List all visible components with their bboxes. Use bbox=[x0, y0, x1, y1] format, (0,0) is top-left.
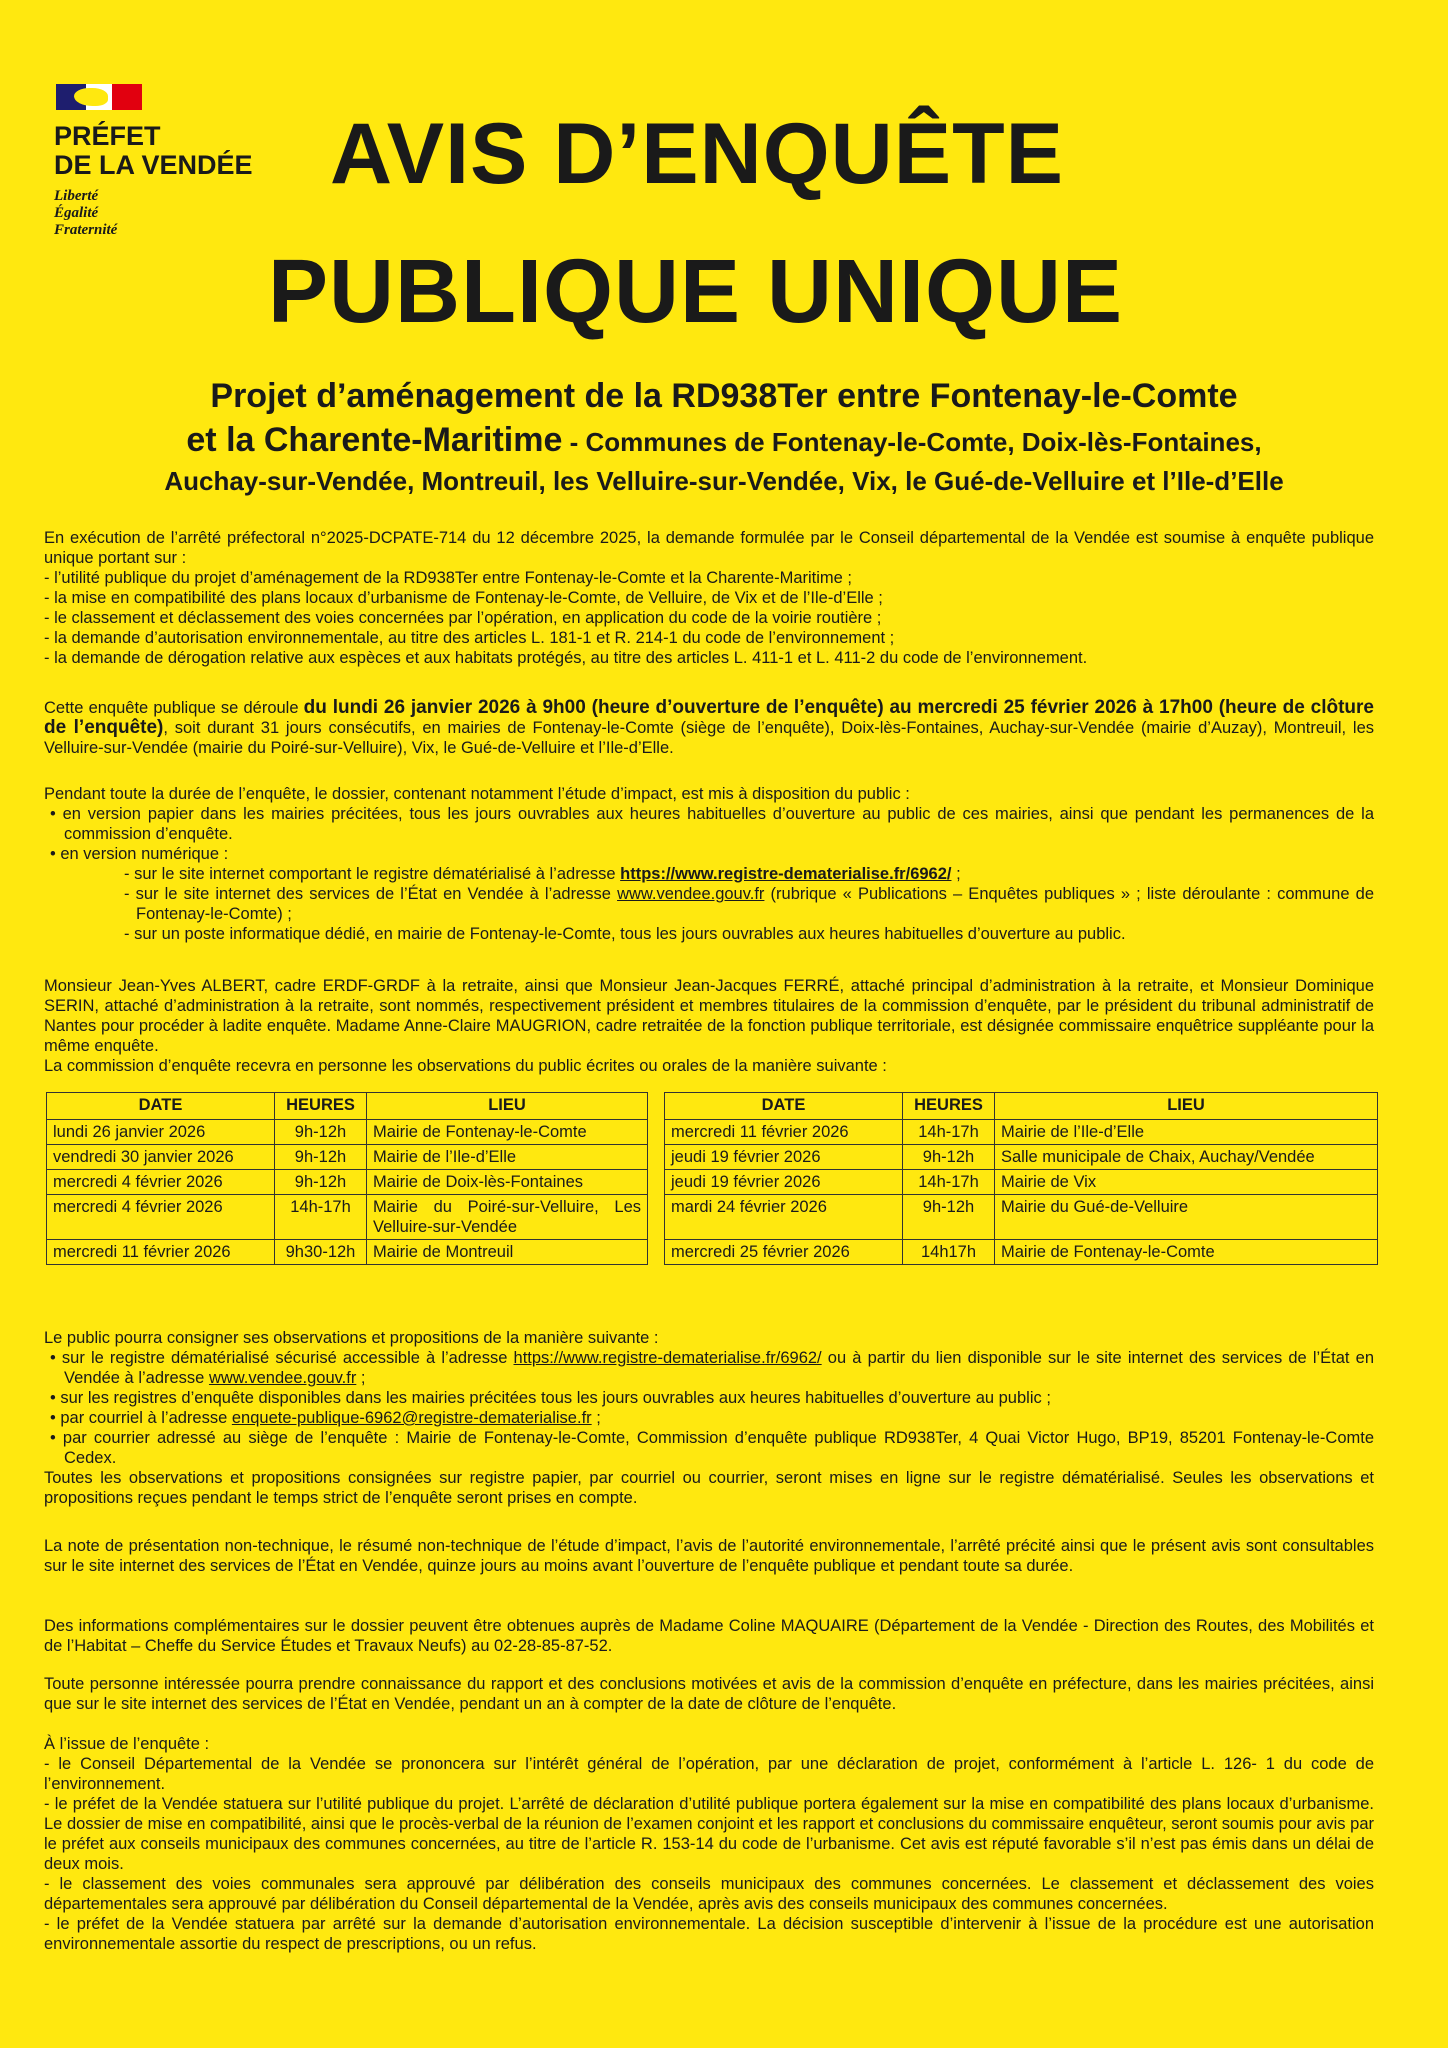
list-item: - le préfet de la Vendée statuera sur l’utilité publique du projet. L’arrêté de déclaration d’utilité publique portera également sur la mise en compatibilité des plans locaux d’urbanisme. Le dossier de mise en compatibilité, ainsi que le procès-verbal de la réunion de l’examen conjoint et les rapport et conclusions du commissaire enquêteur, seront soumis pour avis par le préfet aux conseils municipaux des communes concernées, au titre de l’article R. 153-14 du code de l’urbanisme. Cet avis est réputé favorable s’il n’est pas émis dans un délai de deux mois. bbox=[44, 1795, 1374, 1873]
table-row bbox=[47, 1170, 648, 1195]
hours-cell: 14h-17h bbox=[903, 1170, 995, 1195]
list-item: • par courrier adressé au siège de l’enquête : Mairie de Fontenay-le-Comte, Commission d’enquête publique RD938Ter, 4 Quai Victor Hugo, BP19, 85201 Fontenay-le-Comte Cedex. bbox=[50, 1429, 1374, 1467]
notice-title-line1: AVIS D’ENQUÊTE bbox=[330, 106, 1064, 202]
date-cell: vendredi 30 janvier 2026 bbox=[47, 1145, 275, 1170]
list-item: • en version numérique : bbox=[50, 845, 229, 863]
project-subtitle: Projet d’aménagement de la RD938Ter entre Fontenay-le-Comte et la Charente-Maritime - Communes de Fontenay-le-Comte, Doix-lès-Fontaines, Auchay-sur-Vendée, Montreuil, les Velluire-sur-Vendée, Vix, le Gué-de-Velluire et l’Ile-d’Elle bbox=[164, 377, 1284, 496]
place-cell: Mairie de l’Ile-d’Elle bbox=[367, 1145, 648, 1170]
intro-paragraph: En exécution de l’arrêté préfectoral n°2025-DCPATE-714 du 12 décembre 2025, la demande formulée par le Conseil départemental de la Vendée est soumise à enquête publique unique portant sur : - l’utilité publique du projet d’aménagement de la RD938Ter entre Fontenay-le-Comte et la Charente-Maritime ; - la mise en compatibilité des plans locaux d’urbanisme de Fontenay-le-Comte, de Velluire, de Vix et de l’Ile-d’Elle ; - le classement et déclassement des voies concernées par l’opération, en application du code de la voirie routière ; - la demande d’autorisation environnementale, au titre des articles L. 181-1 et R. 214-1 du code de l’environnement ; - la demande de dérogation relative aux espèces et aux habitats protégés, au titre des articles L. 411-1 et L. 411-2 du code de l’environnement. bbox=[44, 529, 1374, 667]
list-item: - la mise en compatibilité des plans locaux d’urbanisme de Fontenay-le-Comte, de Velluire, de Vix et de l’Ile-d’Elle ; bbox=[44, 589, 883, 607]
registre-link[interactable]: https://www.registre-dematerialise.fr/6962/ bbox=[620, 865, 952, 883]
list-item: • par courriel à l’adresse enquete-publique-6962@registre-dematerialise.fr ; bbox=[50, 1409, 601, 1427]
table-row bbox=[665, 1120, 1378, 1145]
observations-paragraph: Le public pourra consigner ses observations et propositions de la manière suivante : • sur le registre dématérialisé sécurisé accessible à l’adresse https://www.registre-dematerialise.fr/6962/ ou à partir du lien disponible sur le site internet des services de l’État en Vendée à l’adresse www.vendee.gouv.fr ; • sur les registres d’enquête disponibles dans les mairies précitées tous les jours ouvrables aux heures habituelles d’ouverture au public ; • par courriel à l’adresse enquete-publique-6962@registre-dematerialise.fr ; • par courrier adressé au siège de l’enquête : Mairie de Fontenay-le-Comte, Commission d’enquête publique RD938Ter, 4 Quai Victor Hugo, BP19, 85201 Fontenay-le-Comte Cedex. Toutes les observations et propositions consignées sur registre papier, par courriel ou courrier, seront mises en ligne sur le registre dématérialisé. Seules les observations et propositions reçues pendant le temps strict de l’enquête seront prises en compte. bbox=[44, 1329, 1374, 1507]
date-cell: mercredi 11 février 2026 bbox=[665, 1120, 903, 1145]
report-paragraph: Toute personne intéressée pourra prendre connaissance du rapport et des conclusions motivées et avis de la commission d’enquête en préfecture, dans les mairies précitées, ainsi que sur le site internet des services de l’État en Vendée, pendant un an à compter de la date de clôture de l’enquête. bbox=[44, 1675, 1374, 1713]
list-item: - le classement et déclassement des voies concernées par l’opération, en application du code de la voirie routière ; bbox=[44, 609, 882, 627]
hours-cell: 9h-12h bbox=[903, 1145, 995, 1170]
outcome-paragraph: À l’issue de l’enquête : - le Conseil Départemental de la Vendée se prononcera sur l’intérêt général de l’opération, par une déclaration de projet, conformément à l’article L. 126- 1 du code de l’environnement. - le préfet de la Vendée statuera sur l’utilité publique du projet. L’arrêté de déclaration d’utilité publique portera également sur la mise en compatibilité des plans locaux d’urbanisme. Le dossier de mise en compatibilité, ainsi que le procès-verbal de la réunion de l’examen conjoint et les rapport et conclusions du commissaire enquêteur, seront soumis pour avis par le préfet aux conseils municipaux des communes concernées, au titre de l’article R. 153-14 du code de l’urbanisme. Cet avis est réputé favorable s’il n’est pas émis dans un délai de deux mois. - le classement des voies communales sera approuvé par délibération des conseils municipaux des communes concernées. Le classement et déclassement des voies départementales sera approuvé par délibération du Conseil départemental de la Vendée, après avis des conseils municipaux des communes concernées. - le préfet de la Vendée statuera par arrêté sur la demande d’autorisation environnementale. La décision susceptible d’intervenir à l’issue de la procédure est une autorisation environnementale assortie du respect de prescriptions, ou un refus. bbox=[44, 1735, 1374, 1953]
commission-paragraph: Monsieur Jean-Yves ALBERT, cadre ERDF-GRDF à la retraite, ainsi que Monsieur Jean-Jacques FERRÉ, attaché principal d’administration à la retraite, et Monsieur Dominique SERIN, attaché d’administration à la retraite, sont nommés, respectivement président et membres titulaires de la commission d’enquête, par le président du tribunal administratif de Nantes pour procéder à ladite enquête. Madame Anne-Claire MAUGRION, cadre retraitée de la fonction publique territoriale, est désignée commissaire enquêtrice suppléante pour la même enquête. La commission d’enquête recevra en personne les observations du public écrites ou orales de la manière suivante : bbox=[44, 977, 1374, 1075]
email-link[interactable]: enquete-publique-6962@registre-dematerialise.fr bbox=[231, 1409, 592, 1427]
place-cell: Mairie du Gué-de-Velluire bbox=[995, 1195, 1378, 1240]
file-availability-paragraph: Pendant toute la durée de l’enquête, le dossier, contenant notamment l’étude d’impact, est mis à disposition du public : • en version papier dans les mairies précitées, tous les jours ouvrables aux heures habituelles d’ouverture au public de ces mairies, ainsi que pendant les permanences de la commission d’enquête. • en version numérique : - sur le site internet comportant le registre dématérialisé à l’adresse https://www.registre-dematerialise.fr/6962/ ; - sur le site internet des services de l’État en Vendée à l’adresse www.vendee.gouv.fr (rubrique « Publications – Enquêtes publiques » ; liste déroulante : commune de Fontenay-le-Comte) ; - sur un poste informatique dédié, en mairie de Fontenay-le-Comte, tous les jours ouvrables aux heures habituelles d’ouverture au public. bbox=[44, 785, 1374, 943]
schedule-table-left bbox=[46, 1092, 648, 1265]
prefecture-name: PRÉFET DE LA VENDÉE bbox=[54, 121, 253, 180]
registre-link[interactable]: https://www.registre-dematerialise.fr/6962/ bbox=[513, 1349, 822, 1367]
enquiry-period: du lundi 26 janvier 2026 à 9h00 (heure d’ouverture de l’enquête) au mercredi 25 février 2026 à 17h00 (heure de clôture de l’enquête) bbox=[44, 697, 1374, 738]
place-cell: Mairie de l’Ile-d’Elle bbox=[995, 1120, 1378, 1145]
place-cell: Mairie de Vix bbox=[995, 1170, 1378, 1195]
table-row bbox=[665, 1240, 1378, 1265]
list-item: - l’utilité publique du projet d’aménagement de la RD938Ter entre Fontenay-le-Comte et la Charente-Maritime ; bbox=[44, 569, 852, 587]
list-item: • sur les registres d’enquête disponibles dans les mairies précitées tous les jours ouvrables aux heures habituelles d’ouverture au public ; bbox=[50, 1389, 1051, 1407]
date-cell: mercredi 4 février 2026 bbox=[47, 1195, 275, 1240]
date-cell: mercredi 25 février 2026 bbox=[665, 1240, 903, 1265]
enquiry-dates-paragraph: Cette enquête publique se déroule du lundi 26 janvier 2026 à 9h00 (heure d’ouverture de l’enquête) au mercredi 25 février 2026 à 17h00 (heure de clôture de l’enquête), soit durant 31 jours consécutifs, en mairies de Fontenay-le-Comte (siège de l’enquête), Doix-lès-Fontaines, Auchay-sur-Vendée (mairie d’Auzay), Montreuil, les Velluire-sur-Vendée (mairie du Poiré-sur-Velluire), Vix, le Gué-de-Velluire et l’Ile-d’Elle. bbox=[44, 697, 1375, 757]
hours-cell: 9h30-12h bbox=[275, 1240, 367, 1265]
date-cell: jeudi 19 février 2026 bbox=[665, 1145, 903, 1170]
date-cell: mercredi 11 février 2026 bbox=[47, 1240, 275, 1265]
table-row bbox=[47, 1240, 648, 1265]
vendee-gouv-link[interactable]: www.vendee.gouv.fr bbox=[208, 1369, 357, 1387]
list-item: - le préfet de la Vendée statuera par arrêté sur la demande d’autorisation environnementale. La décision susceptible d’intervenir à l’issue de la procédure est une autorisation environnementale assortie du respect de prescriptions, ou un refus. bbox=[44, 1915, 1374, 1953]
list-item: - la demande de dérogation relative aux espèces et aux habitats protégés, au titre des articles L. 411-1 et L. 411-2 du code de l’environnement. bbox=[44, 649, 1088, 667]
date-cell: jeudi 19 février 2026 bbox=[665, 1170, 903, 1195]
place-cell: Mairie du Poiré-sur-Velluire, Les Velluire-sur-Vendée bbox=[367, 1195, 648, 1240]
hours-cell: 9h-12h bbox=[275, 1145, 367, 1170]
marianne-flag-icon bbox=[56, 84, 142, 110]
vendee-gouv-link[interactable]: www.vendee.gouv.fr bbox=[617, 885, 765, 903]
hours-cell: 14h17h bbox=[903, 1240, 995, 1265]
list-item: • sur le registre dématérialisé sécurisé accessible à l’adresse https://www.registre-dematerialise.fr/6962/ ou à partir du lien disponible sur le site internet des services de l’État en Vendée à l’adresse www.vendee.gouv.fr ; bbox=[50, 1349, 1374, 1387]
table-header-row: DATE HEURES LIEU bbox=[665, 1093, 1378, 1120]
table-row bbox=[47, 1120, 648, 1145]
place-cell: Mairie de Doix-lès-Fontaines bbox=[367, 1170, 648, 1195]
table-header-row: DATE HEURES LIEU bbox=[47, 1093, 648, 1120]
documents-paragraph: La note de présentation non-technique, le résumé non-technique de l’étude d’impact, l’avis de l’autorité environnementale, l’arrêté précité ainsi que le présent avis sont consultables sur le site internet des services de l’État en Vendée, quinze jours au moins avant l’ouverture de l’enquête publique et pendant toute sa durée. bbox=[44, 1537, 1374, 1575]
table-row bbox=[47, 1145, 648, 1170]
list-item: - sur le site internet comportant le registre dématérialisé à l’adresse https://www.registre-dematerialise.fr/6962/ ; bbox=[124, 865, 961, 883]
notice-title-line2: PUBLIQUE UNIQUE bbox=[268, 242, 1124, 342]
list-item: - sur un poste informatique dédié, en mairie de Fontenay-le-Comte, tous les jours ouvrables aux heures habituelles d’ouverture au public. bbox=[124, 925, 1126, 943]
hours-cell: 9h-12h bbox=[275, 1120, 367, 1145]
schedule-table-right bbox=[664, 1092, 1378, 1265]
place-cell: Salle municipale de Chaix, Auchay/Vendée bbox=[995, 1145, 1378, 1170]
table-row bbox=[47, 1195, 648, 1240]
hours-cell: 14h-17h bbox=[275, 1195, 367, 1240]
place-cell: Mairie de Fontenay-le-Comte bbox=[367, 1120, 648, 1145]
place-cell: Mairie de Fontenay-le-Comte bbox=[995, 1240, 1378, 1265]
hours-cell: 9h-12h bbox=[275, 1170, 367, 1195]
table-row bbox=[665, 1170, 1378, 1195]
date-cell: lundi 26 janvier 2026 bbox=[47, 1120, 275, 1145]
republic-motto: Liberté Égalité Fraternité bbox=[54, 188, 118, 238]
list-item: - le classement des voies communales sera approuvé par délibération des conseils municipaux des communes concernées. Le classement et déclassement des voies départementales sera approuvé par délibération du Conseil départemental de la Vendée, après avis des conseils municipaux des communes concernées. bbox=[44, 1875, 1374, 1913]
list-item: - sur le site internet des services de l’État en Vendée à l’adresse www.vendee.gouv.fr (rubrique « Publications – Enquêtes publiques » ; liste déroulante : commune de Fontenay-le-Comte) ; bbox=[124, 885, 1374, 923]
date-cell: mercredi 4 février 2026 bbox=[47, 1170, 275, 1195]
list-item: - la demande d’autorisation environnementale, au titre des articles L. 181-1 et R. 214-1 du code de l’environnement ; bbox=[44, 629, 895, 647]
hours-cell: 14h-17h bbox=[903, 1120, 995, 1145]
list-item: • en version papier dans les mairies précitées, tous les jours ouvrables aux heures habituelles d’ouverture au public de ces mairies, ainsi que pendant les permanences de la commission d’enquête. bbox=[50, 805, 1374, 843]
date-cell: mardi 24 février 2026 bbox=[665, 1195, 903, 1240]
hours-cell: 9h-12h bbox=[903, 1195, 995, 1240]
list-item: - le Conseil Départemental de la Vendée se prononcera sur l’intérêt général de l’opération, par une déclaration de projet, conformément à l’article L. 126- 1 du code de l’environnement. bbox=[44, 1755, 1374, 1793]
prefecture-logo bbox=[54, 84, 294, 239]
place-cell: Mairie de Montreuil bbox=[367, 1240, 648, 1265]
table-row bbox=[665, 1195, 1378, 1240]
contact-paragraph: Des informations complémentaires sur le dossier peuvent être obtenues auprès de Madame Coline MAQUAIRE (Département de la Vendée - Direction des Routes, des Mobilités et de l’Habitat – Cheffe du Service Études et Travaux Neufs) au 02-28-85-87-52. bbox=[44, 1617, 1374, 1655]
table-row bbox=[665, 1145, 1378, 1170]
